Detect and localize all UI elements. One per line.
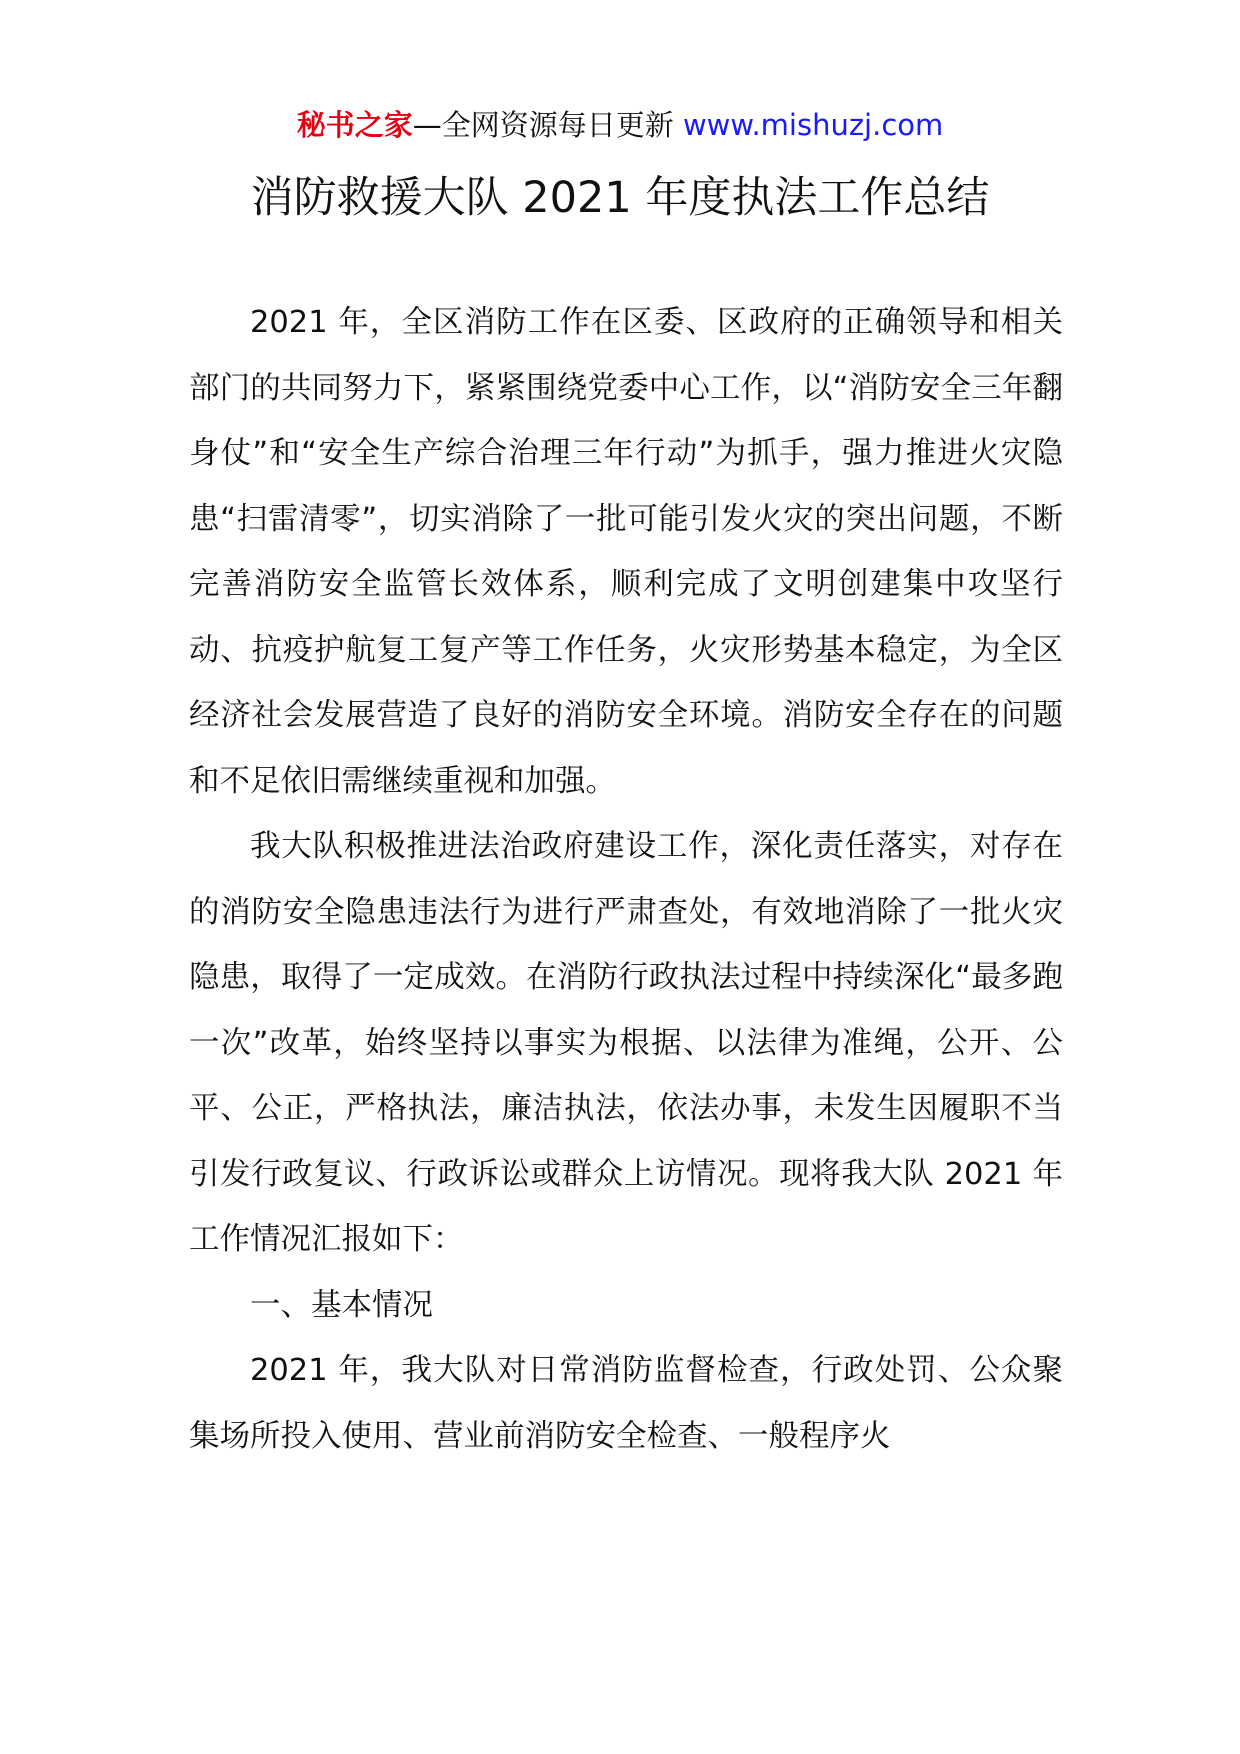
document-title: 消防救援大队 2021 年度执法工作总结 xyxy=(250,173,990,223)
paragraph-basic: 2021 年，我大队对日常消防监督检查，行政处罚、公众聚集场所投入使用、营业前消防安全检查、一般程序火 xyxy=(189,1353,1063,1454)
banner-slogan: —全网资源每日更新 xyxy=(412,108,683,142)
banner-brand: 秘书之家 xyxy=(296,108,413,142)
site-banner xyxy=(0,105,1240,145)
paragraph-overview: 我大队积极推进法治政府建设工作，深化责任落实，对存在的消防安全隐患违法行为进行严肃查处，有效地消除了一批火灾隐患，取得了一定成效。在消防行政执法过程中持续深化“最多跑一次”改革，始终坚持以事实为根据、以法律为准绳，公开、公平、公正，严格执法，廉洁执法，依法办事，未发生因履职不当引发行政复议、行政诉讼或群众上访情况。现将我大队 2021 年工作情况汇报如下： xyxy=(189,829,1063,1257)
banner-url[interactable]: www.mishuzj.com xyxy=(682,108,944,142)
document-body xyxy=(189,290,1063,1469)
section-heading-basic: 一、基本情况 xyxy=(250,1287,433,1323)
paragraph-intro: 2021 年，全区消防工作在区委、区政府的正确领导和相关部门的共同努力下，紧紧围绕党委中心工作，以“消防安全三年翻身仗”和“安全生产综合治理三年行动”为抓手，强力推进火灾隐患“扫雷清零”，切实消除了一批可能引发火灾的突出问题，不断完善消防安全监管长效体系，顺利完成了文明创建集中攻坚行动、抗疫护航复工复产等工作任务，火灾形势基本稳定，为全区经济社会发展营造了良好的消防安全环境。消防安全存在的问题和不足依旧需继续重视和加强。 xyxy=(189,305,1063,799)
